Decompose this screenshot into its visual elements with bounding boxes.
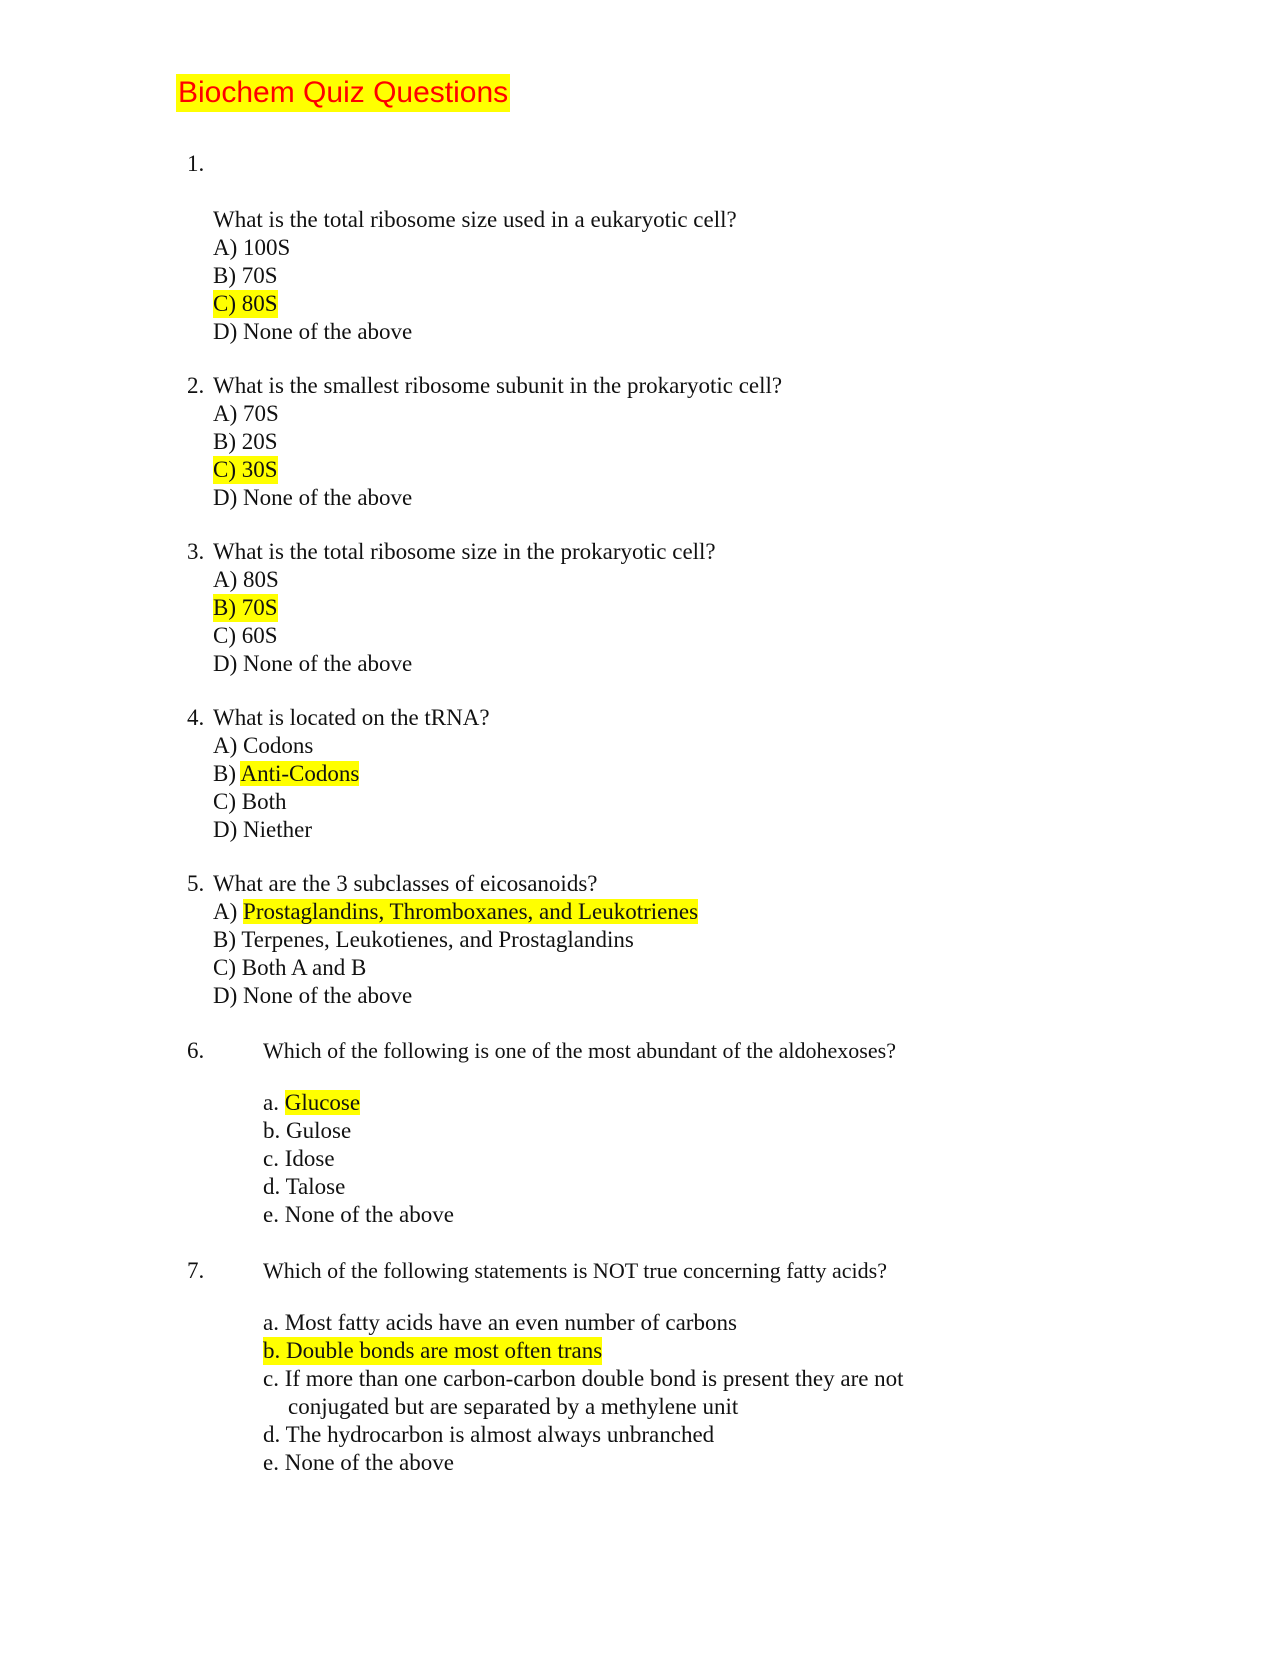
question-text: What is the total ribosome size used in a eukaryotic cell? xyxy=(213,207,737,232)
option: A) 100S xyxy=(213,235,291,260)
option: C) 60S xyxy=(213,623,278,648)
option: D) None of the above xyxy=(213,485,413,510)
option: B) 20S xyxy=(213,429,278,454)
option-correct-highlighted: Glucose xyxy=(284,1090,361,1115)
option: e. None of the above xyxy=(263,1450,454,1475)
option: A) 70S xyxy=(213,401,279,426)
option: c. If more than one carbon-carbon double bond is present they are not xyxy=(263,1366,904,1391)
page-title: Biochem Quiz Questions xyxy=(176,74,510,112)
option: d. Talose xyxy=(263,1174,346,1199)
option: c. Idose xyxy=(263,1146,335,1171)
question-number: 1. xyxy=(187,151,205,176)
question-number: 5. xyxy=(187,871,205,896)
option: C) Both xyxy=(213,789,287,814)
question-number: 4. xyxy=(187,705,205,730)
option xyxy=(213,760,359,788)
option: d. The hydrocarbon is almost always unbranched xyxy=(263,1422,715,1447)
option xyxy=(263,1089,360,1117)
option: B) Terpenes, Leukotienes, and Prostaglandins xyxy=(213,927,634,952)
question-text: Which of the following is one of the most abundant of the aldohexoses? xyxy=(263,1038,896,1063)
option: C) Both A and B xyxy=(213,955,367,980)
option: e. None of the above xyxy=(263,1202,454,1227)
option-correct-highlighted: b. Double bonds are most often trans xyxy=(263,1338,603,1363)
question-text: What are the 3 subclasses of eicosanoids? xyxy=(213,871,598,896)
option: A) Codons xyxy=(213,733,314,758)
option-correct-highlighted: C) 30S xyxy=(213,457,278,482)
option-prefix: A) xyxy=(213,899,244,924)
option-correct-highlighted: Prostaglandins, Thromboxanes, and Leukotrienes xyxy=(243,899,699,924)
option: A) 80S xyxy=(213,567,279,592)
question-text: What is the smallest ribosome subunit in the prokaryotic cell? xyxy=(213,373,783,398)
question-number: 7. xyxy=(187,1258,205,1283)
option-correct-highlighted: B) 70S xyxy=(213,595,278,620)
option: B) 70S xyxy=(213,263,278,288)
option xyxy=(213,898,698,926)
question-text: What is the total ribosome size in the prokaryotic cell? xyxy=(213,539,716,564)
option-continuation: conjugated but are separated by a methylene unit xyxy=(288,1394,739,1419)
option: D) None of the above xyxy=(213,983,413,1008)
question-text: Which of the following statements is NOT true concerning fatty acids? xyxy=(263,1258,887,1283)
option: D) None of the above xyxy=(213,319,413,344)
option-correct-highlighted: Anti-Codons xyxy=(240,761,360,786)
question-text: What is located on the tRNA? xyxy=(213,705,490,730)
option: D) Niether xyxy=(213,817,312,842)
option: a. Most fatty acids have an even number of carbons xyxy=(263,1310,737,1335)
option-prefix: B) xyxy=(213,761,241,786)
option-correct-highlighted: C) 80S xyxy=(213,291,278,316)
option-prefix: a. xyxy=(263,1090,285,1115)
question-number: 6. xyxy=(187,1038,205,1063)
option: b. Gulose xyxy=(263,1118,352,1143)
question-number: 2. xyxy=(187,373,205,398)
question-number: 3. xyxy=(187,539,205,564)
option: D) None of the above xyxy=(213,651,413,676)
